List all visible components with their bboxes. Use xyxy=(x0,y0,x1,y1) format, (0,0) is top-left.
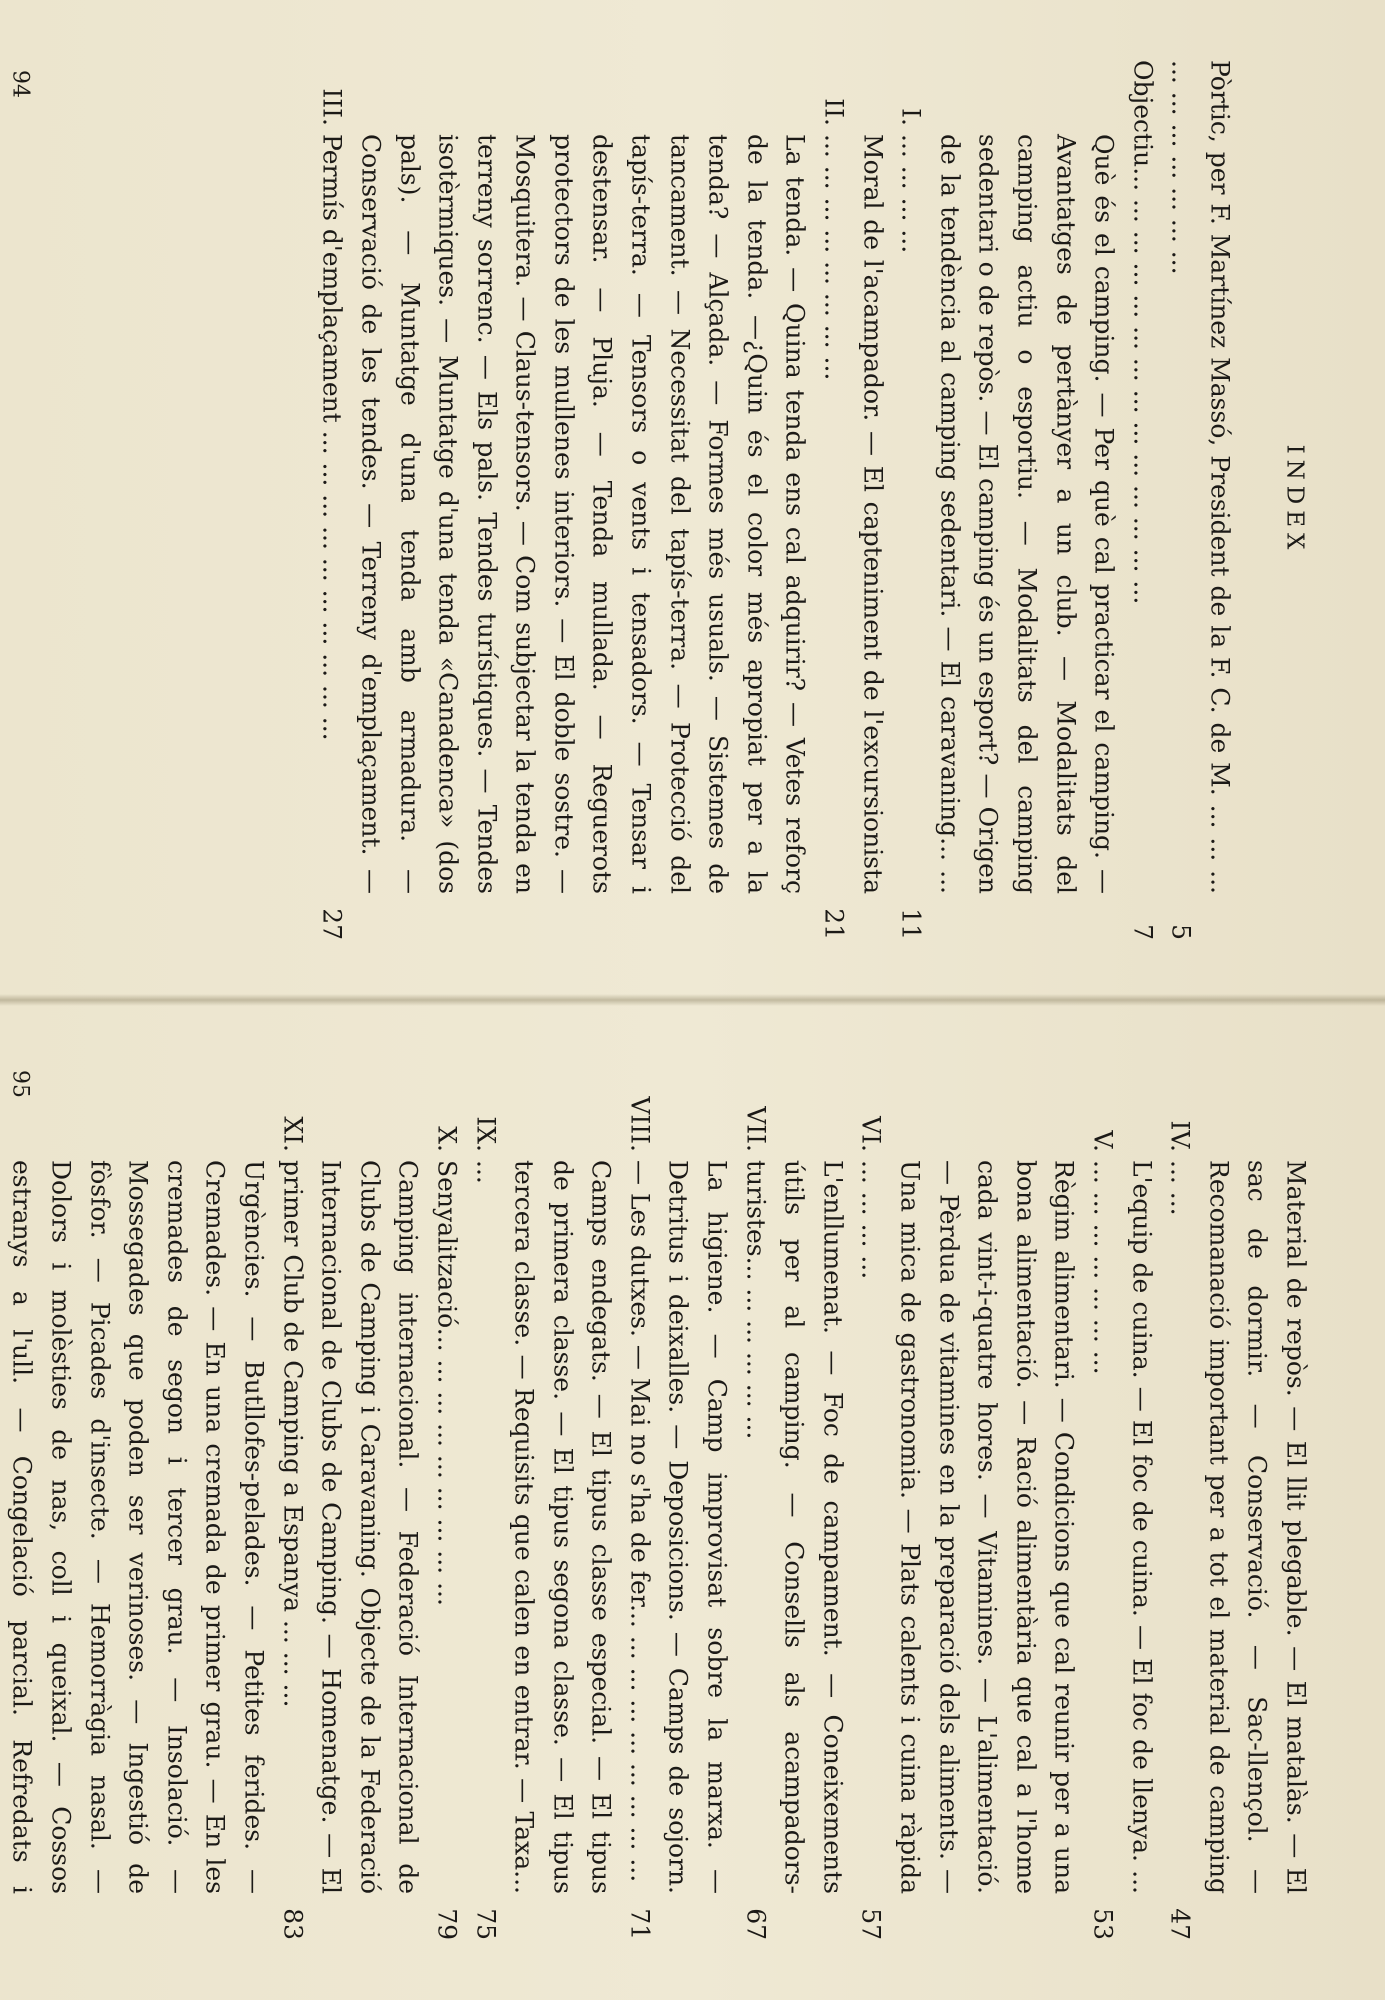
toc-entry xyxy=(814,60,891,940)
toc-entry xyxy=(736,1060,852,1940)
page-95 xyxy=(0,1000,1385,2000)
toc-entry-text: Material de repòs. — El llit plegable. — El matalàs. — El sac de dormir. — Conservació. — Sac-llençol. — Recomanació important per a tot el material de camping ... ... xyxy=(1165,1160,1311,1894)
toc-entry-text: L'equip de cuina. — El foc de cuina. — El foc de llenya. ... ... ... ... ... ... ... ... xyxy=(1088,1160,1157,1894)
index-heading: INDEX xyxy=(1281,444,1308,556)
toc-entry-text: Pòrtic, per F. Martínez Massó, President de la F. C. de M. ... ... ... ... ... ... ... ... ... ... xyxy=(1166,60,1235,894)
toc-entry xyxy=(1083,1060,1160,1940)
toc-entry-number: VI. xyxy=(856,1116,886,1152)
toc-entry-page: 21 xyxy=(819,908,849,940)
toc-entry-text: Què és el camping. — Per què cal practicar el camping. — Avantatges de pertànyer a un club. — Modalitats del camping actiu o esportiu. — Modalitats del camping sedentari o de repòs. — El camping és un esport? — Origen de la tendència al camping sedentari. — El caravaning... ... ... ... ... ... xyxy=(896,134,1119,894)
toc-entry xyxy=(1160,1060,1314,1940)
toc-entry-text: L'enllumenat. — Foc de campament. — Coneixements útils per al camping. — Consells als acampadors-turistes... ... ... ... ... ... xyxy=(741,1160,848,1894)
toc-entry-page: 79 xyxy=(432,1908,462,1940)
toc-entry-page: 83 xyxy=(278,1908,308,1940)
toc-entry xyxy=(312,60,814,940)
toc-entry xyxy=(427,1060,466,1940)
toc-entry xyxy=(1123,60,1162,940)
toc-entry-text: La higiene. — Camp improvisat sobre la marxa. — Detritus i deixalles. — Deposicions. — Camps de sojorn. — Les dutxes. — Mai no s'ha de fer... ... ... ... ... ... ... ... ... xyxy=(625,1160,732,1894)
toc-entry-page: 27 xyxy=(317,908,347,940)
toc-entry-page: 53 xyxy=(1088,1908,1118,1940)
toc-entry-text: Règim alimentari. — Condicions que cal reunir per a una bona alimentació. — Ració alimentària que cal a l'home cada vint-i-quatre hores. — Vitamines. — L'alimentació. — Pèrdua de vitamines en la preparació dels aliments. — Una mica de gastronomia. — Plats calents i cuina ràpida ... ... ... ... xyxy=(856,1160,1079,1894)
toc-entry xyxy=(891,60,1123,940)
toc-entry xyxy=(620,1060,736,1940)
toc-entry xyxy=(272,1060,426,1940)
toc-entry-text: Urgències. — Butllofes-pelades. — Petites ferides. — Cremades. — En una cremada de primer grau. — En les cremades de segon i tercer grau. — Insolació. —Mossegades que poden ser verinoses. — Ingestió de fòsfor. — Picades d'insecte. — Hemorràgia nasal. — Dolors i molèsties de nas, coll i queixal. — Cossos estranys a l'ull. — Congelació parcial. Refredats i xyxy=(7,1160,269,1894)
page-number: 94 xyxy=(7,70,33,98)
toc-entry-text: Objectiu... ... ... ... ... ... ... ... ... ... ... ... ... ... xyxy=(1128,60,1158,605)
toc-entry-page: 57 xyxy=(856,1908,886,1940)
toc-entry-text: Camping internacional. — Federació Internacional de Clubs de Camping i Caravaning. Objecte de la Federació Internacional de Clubs de Camping. — Homenatge. — El primer Club de Camping a Espanya ... ... ... xyxy=(278,1160,423,1894)
toc-entry-text: Moral de l'acampador. — El capteniment de l'excursionista ... ... ... ... ... ... ... ... xyxy=(819,134,888,894)
toc-entry xyxy=(0,1060,272,1940)
toc-entry-page: 67 xyxy=(741,1908,771,1940)
toc-entry-number: II. xyxy=(819,98,849,126)
toc-entry-number: VII. xyxy=(741,1106,771,1152)
toc-entry xyxy=(1161,60,1238,940)
toc-entry-number: VIII. xyxy=(625,1096,655,1152)
toc-entry-page xyxy=(0,1894,2,1940)
toc-entry xyxy=(465,1060,619,1940)
toc-entry xyxy=(851,1060,1083,1940)
toc-entry-number: XI. xyxy=(278,1116,308,1152)
toc-entry-number: I. xyxy=(896,108,926,126)
toc-entry-number: IV. xyxy=(1165,1120,1195,1152)
toc-entry-page: 11 xyxy=(896,908,926,940)
toc-entry-number: V. xyxy=(1088,1130,1118,1152)
toc-entry-page: 47 xyxy=(1165,1908,1195,1940)
toc-entry-text: Camps endegats. — El tipus classe especial. — El tipus de primera classe. — El tipus segona classe. — El tipus tercera classe. — Requisits que calen en entrar. — Taxa... ... xyxy=(471,1160,616,1894)
toc-entry-text: La tenda. — Quina tenda ens cal adquirir? — Vetes reforç de la tenda. —¿Quin és el color més apropiat per a la tenda? — Alçada. — Formes més usuals. — Sistemes de tancament. — Necessitat del tapís-terra. — Protecció del tapís-terra. — Tensors o vents i tensadors. — Tensar i destensar. — Pluja. — Tenda mullada. — Reguerots protectors de les mullenes interiors. — El doble sostre. — Mosquitera. — Claus-tensors. — Com subjectar la tenda en terreny sorrenc. — Els pals. Tendes turístiques. — Tendes isotèrmiques. — Muntatge d'una tenda «Canadenca» (dos pals). — Muntatge d'una tenda amb armadura. — Conservació de les tendes. — Terreny d'emplaçament. — Permís d'emplaçament ... ... ... ... ... ... ... ... ... ... xyxy=(317,134,810,894)
toc-entry-page: 5 xyxy=(1166,924,1196,940)
toc-entry-number: IX. xyxy=(471,1116,501,1152)
toc-entry-text: Senyalització... ... ... ... ... ... ... ... ... xyxy=(432,1160,462,1606)
toc-entry-number: X. xyxy=(432,1126,462,1152)
page-95-content xyxy=(7,1060,1315,1940)
toc-entry-number: III. xyxy=(317,88,347,126)
page-94-content xyxy=(7,60,1315,940)
page-number: 95 xyxy=(7,1070,33,1098)
toc-entry-page: 7 xyxy=(1128,924,1158,940)
toc-entry-page: 75 xyxy=(471,1908,501,1940)
toc-entry-page: 71 xyxy=(625,1908,655,1940)
